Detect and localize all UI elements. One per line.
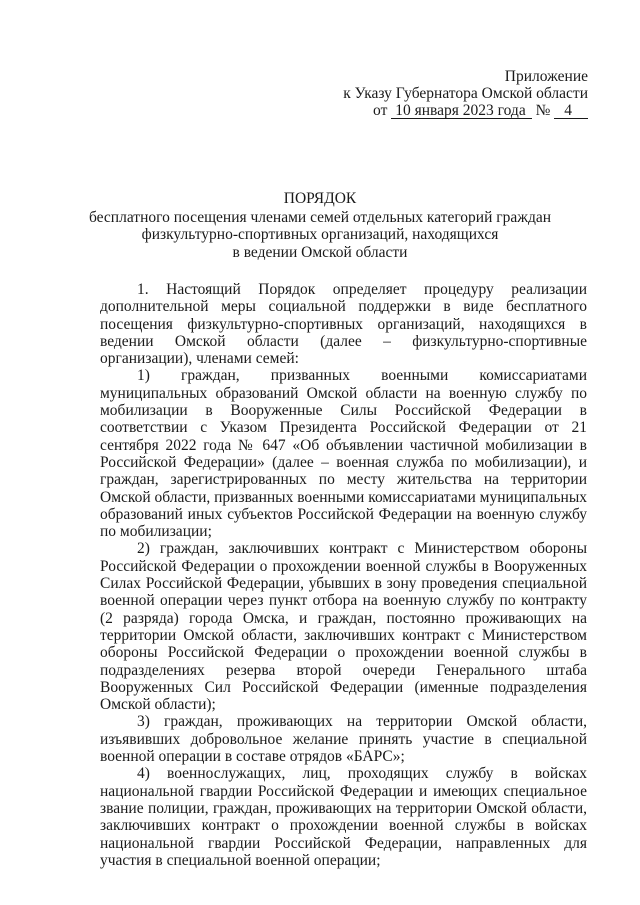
paragraph-item-4: 4) военнослужащих, лиц, проходящих службу в войсках национальной гвардии Российской Федерации и имеющих специальное звание полиции, граждан, проживающих на территории Омской области, заключивших контракт о прохождении военной службы в войсках национальной гвардии Российской Федерации, направленных для участия в специальной военной операции; xyxy=(100,765,587,869)
document-body xyxy=(100,281,587,869)
appendix-label: Приложение xyxy=(504,68,588,85)
paragraph-item-2: 2) граждан, заключивших контракт с Министерством обороны Российской Федерации о прохождении военной службы в Вооруженных Силах Российской Федерации, убывших в зону проведения специальной военной операции через пункт отбора на военную службу по контракту (2 разряда) города Омска, и граждан, постоянно проживающих на территории Омской области, заключивших контракт с Министерством обороны Российской Федерации о прохождении военной службы в подразделениях резерва второй очереди Генерального штаба Вооруженных Сил Российской Федерации (именные подразделения Омской области); xyxy=(100,540,587,714)
number-sign: № xyxy=(535,102,551,119)
title-subtitle-line: бесплатного посещения членами семей отдельных категорий граждан xyxy=(88,208,552,226)
title-subtitle-line: в ведении Омской области xyxy=(232,243,408,261)
date-prefix: от xyxy=(373,102,388,119)
title-heading: ПОРЯДОК xyxy=(283,190,357,207)
paragraph-item-1: 1) граждан, призванных военными комиссариатами муниципальных образований Омской области на военную службу по мобилизации в Вооруженные Силы Российской Федерации в соответствии с Указом Президента Российской Федерации от 21 сентября 2022 года № 647 «Об объявлении частичной мобилизации в Российской Федерации» (далее – военная служба по мобилизации), и граждан, зарегистрированных по месту жительства на территории Омской области, призванных военными комиссариатами муниципальных образований иных субъектов Российской Федерации на военную службу по мобилизации; xyxy=(100,367,587,541)
appendix-header xyxy=(343,68,588,119)
decree-date: 10 января 2023 года xyxy=(391,103,531,119)
document-title xyxy=(80,190,560,261)
title-subtitle-line: физкультурно-спортивных организаций, находящихся xyxy=(141,226,499,243)
appendix-date-number-line xyxy=(343,102,588,119)
paragraph-intro: 1. Настоящий Порядок определяет процедуру реализации дополнительной меры социальной поддержки в виде бесплатного посещения физкультурно-спортивных организаций, находящихся в ведении Омской области (далее – физкультурно-спортивные организации), членами семей: xyxy=(100,281,587,368)
appendix-decree-reference: к Указу Губернатора Омской области xyxy=(343,85,588,102)
decree-number: 4 xyxy=(554,103,588,119)
paragraph-item-3: 3) граждан, проживающих на территории Омской области, изъявивших добровольное желание принять участие в специальной военной операции в составе отрядов «БАРС»; xyxy=(100,713,587,766)
